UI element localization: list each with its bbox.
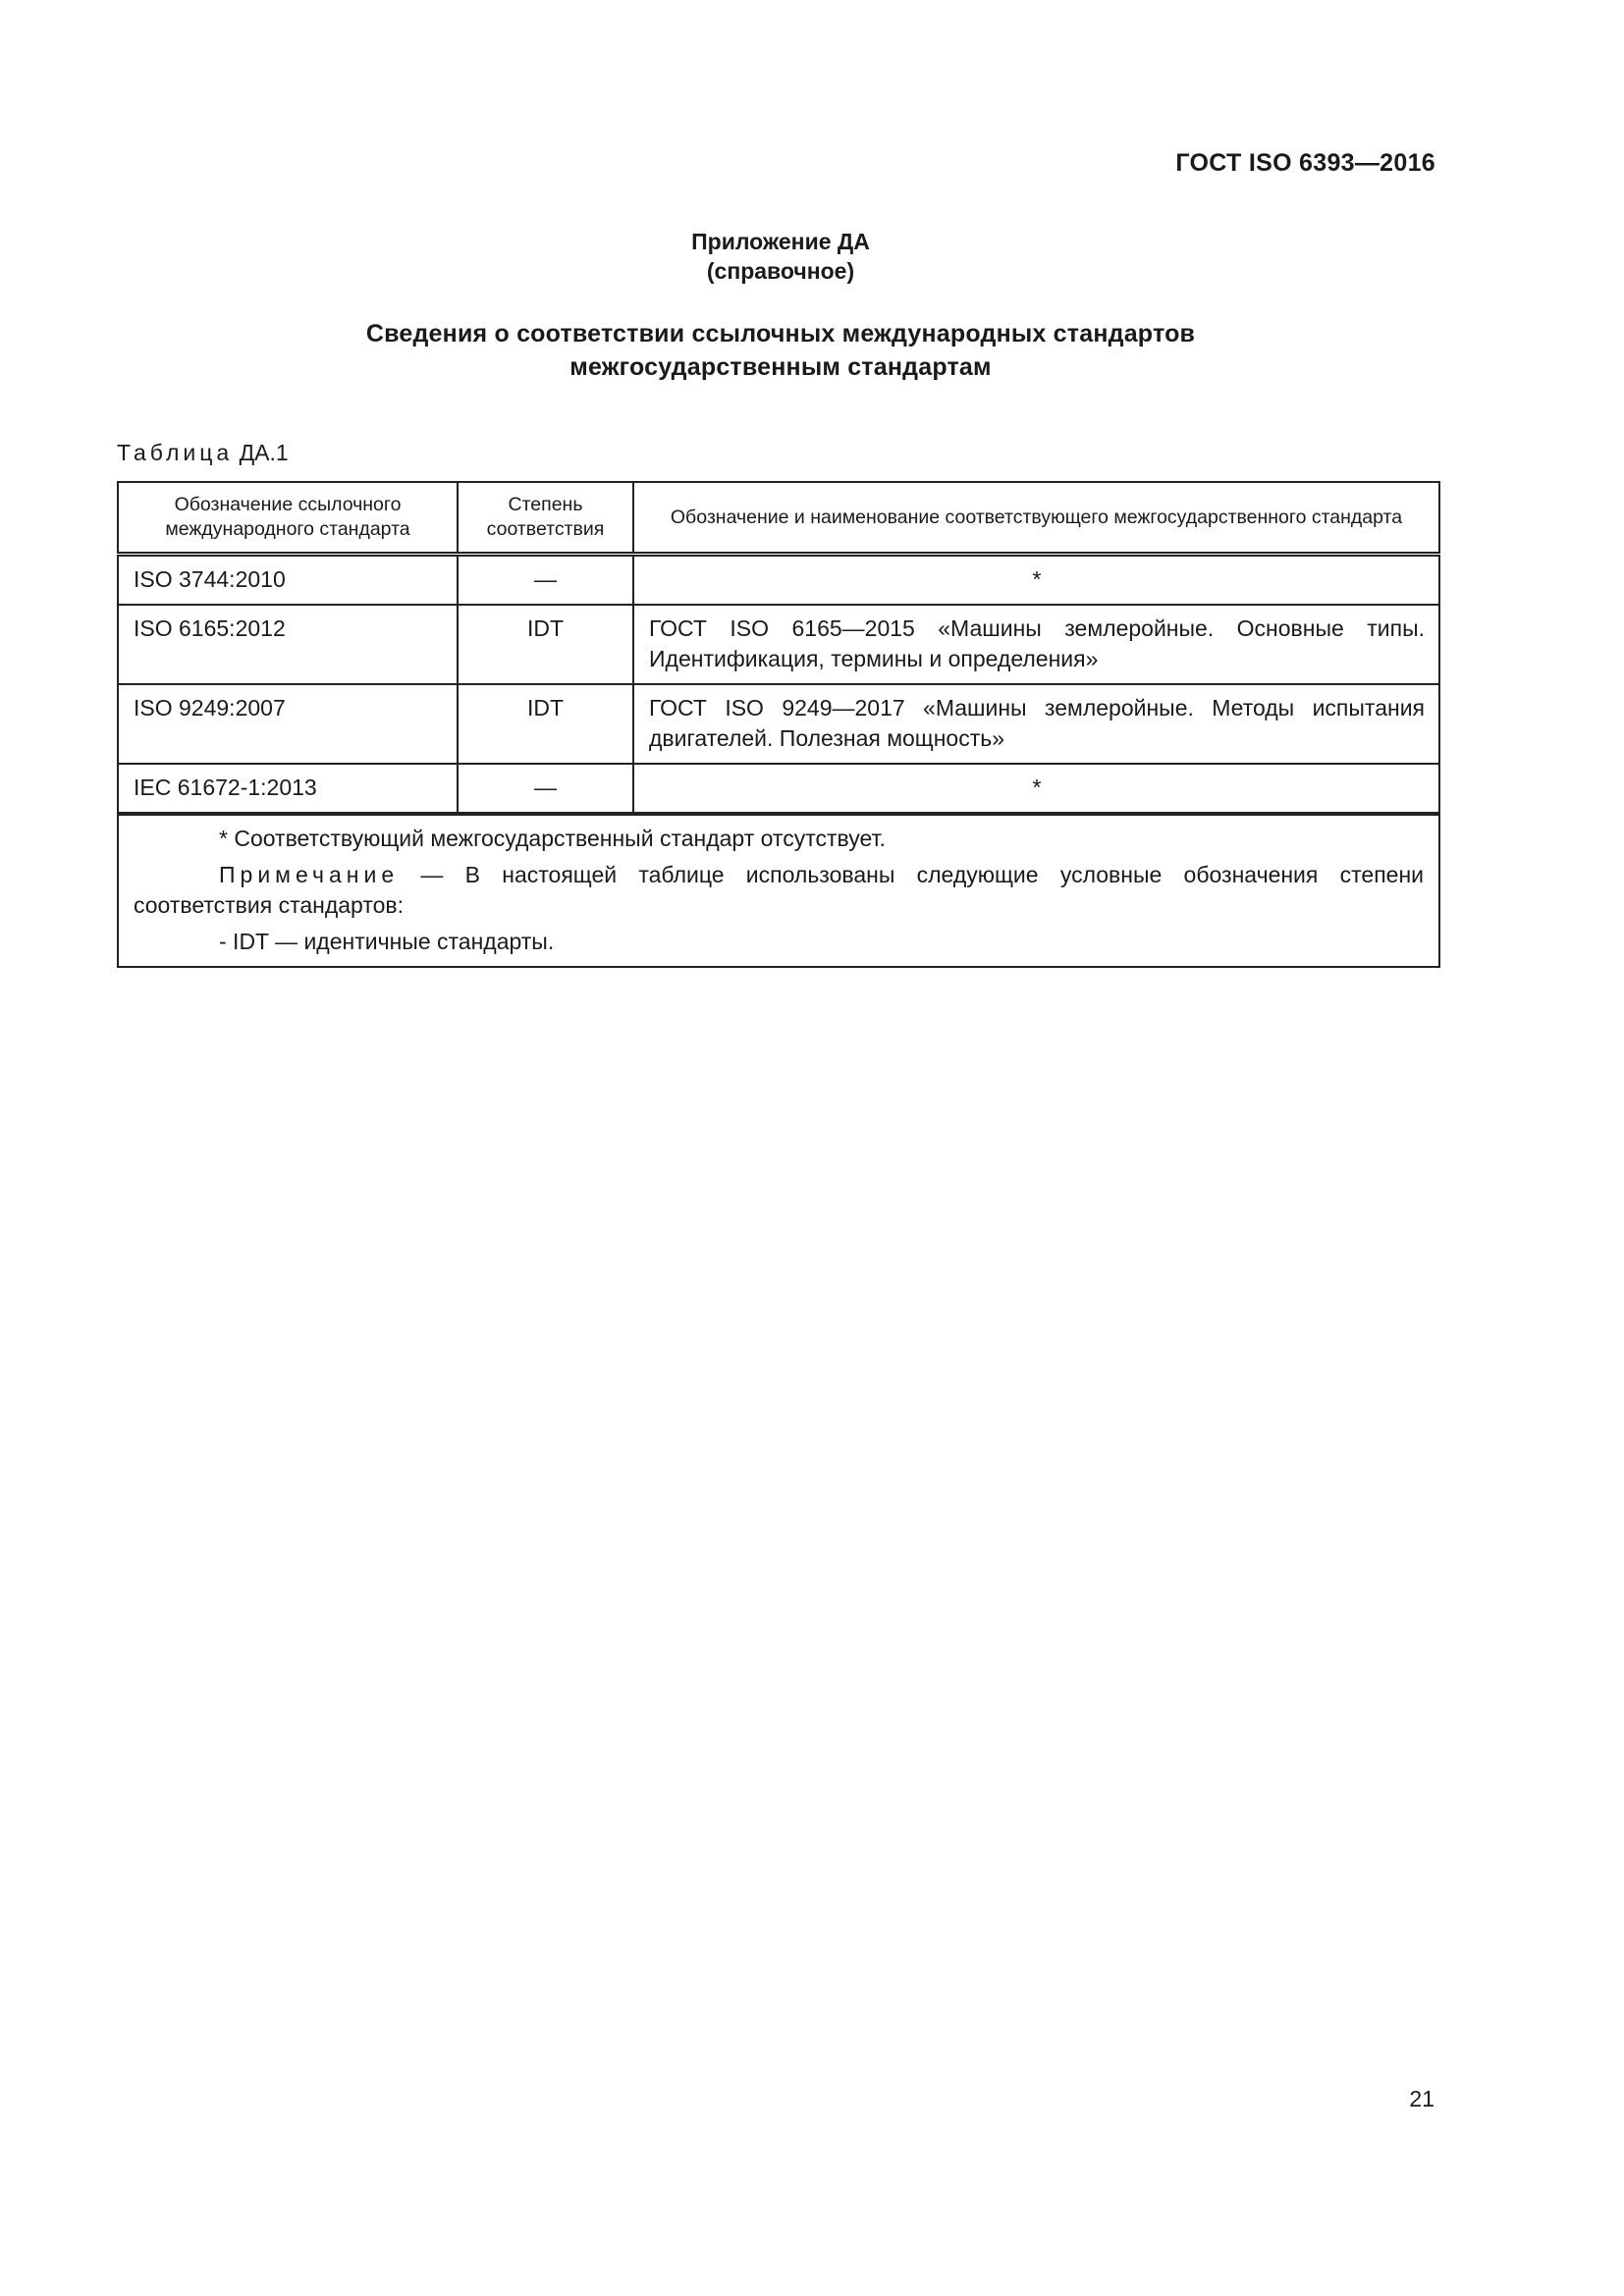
table-caption-word: Таблица [117, 440, 234, 465]
standards-correspondence-table [117, 481, 1440, 968]
cell-degree: — [458, 555, 633, 606]
document-code: ГОСТ ISO 6393—2016 [1175, 149, 1435, 177]
cell-reference: IEC 61672-1:2013 [118, 764, 458, 814]
note-text: — В настоящей таблице использованы следующие условные обозначения степени соответствия стандартов: [134, 862, 1424, 918]
cell-interstate: * [633, 555, 1439, 606]
header-degree: Степень соответствия [458, 482, 633, 555]
page-title [0, 317, 1561, 384]
cell-reference: ISO 6165:2012 [118, 605, 458, 684]
cell-interstate: ГОСТ ISO 6165—2015 «Машины землеройные. Основные типы. Идентификация, термины и определения» [633, 605, 1439, 684]
table-footnote: * Соответствующий межгосударственный стандарт отсутствует. [219, 826, 886, 851]
table-row [118, 605, 1439, 684]
table-header-row [118, 482, 1439, 555]
appendix-heading [0, 227, 1561, 286]
table-note [134, 860, 1424, 921]
header-reference-standard: Обозначение ссылочного международного стандарта [118, 482, 458, 555]
table-row [118, 684, 1439, 764]
table-footer-row [118, 814, 1439, 967]
note-label: Примечание [219, 862, 400, 887]
page-title-line-1: Сведения о соответствии ссылочных международных стандартов [365, 320, 1196, 347]
header-interstate-standard: Обозначение и наименование соответствующего межгосударственного стандарта [633, 482, 1439, 555]
cell-interstate: * [633, 764, 1439, 814]
appendix-label: Приложение ДА [691, 229, 870, 254]
table-row [118, 764, 1439, 814]
table-footer [118, 814, 1439, 967]
note-list-item: - IDT — идентичные стандарты. [219, 929, 555, 954]
appendix-type: (справочное) [706, 258, 855, 284]
cell-degree: — [458, 764, 633, 814]
page-title-line-2: межгосударственным стандартам [569, 353, 992, 381]
cell-reference: ISO 3744:2010 [118, 555, 458, 606]
cell-degree: IDT [458, 684, 633, 764]
page-number: 21 [1409, 2086, 1435, 2111]
table-caption-number: ДА.1 [239, 440, 289, 465]
cell-degree: IDT [458, 605, 633, 684]
table-row [118, 555, 1439, 606]
cell-reference: ISO 9249:2007 [118, 684, 458, 764]
table-caption [117, 440, 289, 466]
cell-interstate: ГОСТ ISO 9249—2017 «Машины землеройные. Методы испытания двигателей. Полезная мощность» [633, 684, 1439, 764]
